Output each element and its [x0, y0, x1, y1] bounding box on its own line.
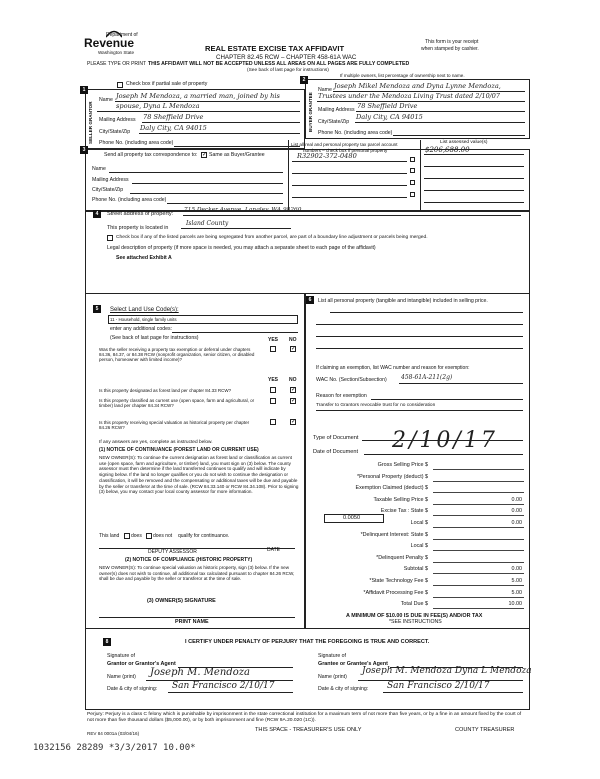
- fee-row: [313, 555, 528, 564]
- owner-signature-label: (3) OWNER(S) SIGNATURE: [147, 598, 216, 604]
- additional-codes-line: [172, 332, 298, 333]
- wac-line: [399, 383, 523, 384]
- s3-mailing-line: [132, 183, 283, 184]
- grantee-sig-label-2: Grantee or Grantee's Agent: [318, 661, 388, 667]
- fee-row: [313, 497, 528, 506]
- county-treasurer: COUNTY TREASURER: [455, 727, 515, 733]
- buyer-side-label: BUYER GRANTEE: [308, 92, 313, 132]
- assessed-line-5: [424, 202, 524, 203]
- deputy-date-label: DATE: [267, 547, 280, 553]
- grantor-date-line: [168, 692, 293, 693]
- fee-label: Total Due $: [400, 601, 428, 608]
- personal-line-2: [316, 324, 523, 325]
- buyer-phone-line: [393, 135, 525, 136]
- assessed-line-4: [424, 190, 524, 191]
- fee-label: *Affidavit Processing Fee $: [363, 589, 428, 596]
- seller-name-label: Name: [99, 97, 113, 103]
- form-chapter: CHAPTER 82.45 RCW – CHAPTER 458-61A WAC: [216, 54, 357, 61]
- q-current-use-text: Is this property classified as current use (open space, farm and agricultural, or timber) land per chapter 84.34 RCW?: [99, 398, 255, 409]
- dept-line3: Washington State: [98, 50, 135, 55]
- please-type-label: PLEASE TYPE OR PRINT: [87, 61, 147, 67]
- minimum-note: A MINIMUM OF $10.00 IS DUE IN FEE(S) AND/OR TAX: [346, 613, 483, 619]
- fee-row: [313, 543, 528, 552]
- fee-label: *Personal Property (deduct) $: [356, 473, 428, 480]
- seller-mailing-line: [142, 122, 300, 123]
- grantor-date-value[interactable]: San Francisco 2/10/17: [172, 681, 275, 691]
- s3-phone-label: Phone No. (including area code): [92, 197, 167, 203]
- grantor-sig-label-2: Grantor or Grantor's Agent: [107, 661, 176, 667]
- land-use-label: Select Land Use Code(s):: [110, 307, 179, 313]
- s3-city-label: City/State/Zip: [92, 187, 124, 193]
- dept-line2: Revenue: [84, 36, 135, 50]
- street-address-line: [183, 215, 521, 216]
- fee-line: [433, 573, 524, 574]
- parcel-line-3: [292, 185, 407, 186]
- notice2-body: NEW OWNER(S): To continue special valuation as historic property, sign (3) below. If the new owner(s) does not wish to continue, all additional tax calculated pursuant to chapter 84.26 RCW, shall be due and payable by the seller or transferor at the time of sale.: [99, 565, 295, 582]
- fee-line: [433, 492, 524, 493]
- buyer-phone-label: Phone No. (including area code): [318, 130, 393, 136]
- grantee-name-label: Name (print): [318, 674, 347, 680]
- q1-yes-checkbox[interactable]: [270, 346, 276, 352]
- does-checkbox[interactable]: [124, 533, 130, 539]
- print-name-line: [99, 617, 295, 618]
- section2-number: 2: [300, 76, 308, 84]
- section6-number: 6: [306, 296, 314, 304]
- street-address-label: Street address of property:: [107, 211, 174, 217]
- fee-label: Exemption Claimed (deduct) $: [355, 485, 428, 492]
- q-historic-text: Is this property receiving special valuation as historical property per chapter 84.26 RCW?: [99, 420, 250, 431]
- form-warning: THIS AFFIDAVIT WILL NOT BE ACCEPTED UNLESS ALL AREAS ON ALL PAGES ARE FULLY COMPLETED: [148, 61, 410, 67]
- grantor-name-value[interactable]: Joseph M. Mendoza: [150, 667, 250, 678]
- s3-city-line: [130, 193, 283, 194]
- does-label: does: [131, 533, 142, 539]
- fee-line: [433, 562, 524, 563]
- q-current-use-no[interactable]: [290, 398, 296, 404]
- located-in-label: This property is located in: [107, 225, 169, 231]
- fee-row: [313, 590, 528, 599]
- same-as-buyer-checkbox[interactable]: [201, 152, 207, 158]
- personal-line-1: [330, 312, 523, 313]
- multiple-owners-note: If multiple owners, list percentage of ownership next to name.: [340, 73, 465, 78]
- does-not-label: does not: [153, 533, 173, 539]
- receipt-note-1: This form is your receipt: [425, 39, 479, 45]
- fee-line: [433, 585, 524, 586]
- fee-value[interactable]: 5.00: [511, 578, 522, 584]
- assessed-line-3: [424, 178, 524, 179]
- parcel-number-value[interactable]: R32902-372-0480: [297, 152, 357, 160]
- fee-value[interactable]: 0.00: [511, 496, 522, 503]
- date-document-label: Date of Document: [313, 449, 359, 455]
- certify-statement: I CERTIFY UNDER PENALTY OF PERJURY THAT THE FOREGOING IS TRUE AND CORRECT.: [185, 639, 430, 645]
- see-instructions: *SEE INSTRUCTIONS: [389, 619, 442, 625]
- see-back-note: (See back of last page for instructions): [247, 68, 329, 73]
- fee-row: [313, 578, 528, 587]
- q1-yes-header: YES: [268, 337, 279, 343]
- q-current-use-yes[interactable]: [270, 398, 276, 404]
- buyer-name-line2: [317, 101, 525, 102]
- county-line: [181, 228, 291, 229]
- revenue-logo: [84, 28, 164, 58]
- fee-value[interactable]: 0.00: [511, 566, 522, 573]
- buyer-city-line: [355, 122, 525, 123]
- seller-phone-line: [174, 146, 300, 147]
- grantee-date-line: [383, 692, 523, 693]
- q-forest-yes[interactable]: [270, 387, 276, 393]
- fee-row: [313, 566, 528, 575]
- q-current-use-no-check: ✓: [291, 398, 297, 404]
- fee-value[interactable]: 0.00: [511, 520, 522, 526]
- q1-no-checkbox[interactable]: [290, 346, 296, 352]
- exemption-intro: If claiming an exemption, list WAC number and reason for exemption:: [316, 365, 470, 371]
- fee-line: [433, 608, 524, 609]
- seller-name-value2[interactable]: spouse, Dyna L Mendoza: [116, 102, 200, 110]
- s3-name-label: Name: [92, 166, 106, 172]
- additional-codes-label: enter any additional codes:: [110, 326, 173, 332]
- q-historic-yes[interactable]: [270, 419, 276, 425]
- fee-row: [313, 462, 528, 471]
- section4-number: 4: [93, 210, 101, 218]
- grantee-sig-label-1: Signature of: [318, 653, 346, 659]
- q-forest-no-check: ✓: [291, 387, 297, 393]
- fee-label: Subtotal $: [403, 566, 428, 573]
- wac-value[interactable]: 458-61A-211(2g): [401, 374, 453, 381]
- land-does-label: This land: [99, 533, 120, 539]
- fee-line: [433, 481, 524, 482]
- date-document-value[interactable]: 2/10/17: [392, 428, 498, 453]
- fee-value[interactable]: 10.00: [508, 601, 522, 608]
- type-document-label: Type of Document: [313, 435, 359, 441]
- q-historic-no[interactable]: [290, 419, 296, 425]
- q1-no-check: ✓: [291, 346, 297, 352]
- parcel-line-4: [292, 197, 407, 198]
- section4-box: [85, 211, 530, 293]
- form-title: REAL ESTATE EXCISE TAX AFFIDAVIT: [205, 44, 345, 53]
- assessed-divider: [420, 140, 421, 211]
- buyer-name-label: Name: [318, 87, 332, 93]
- reason-line-2: [316, 410, 523, 411]
- fee-value[interactable]: 5.00: [511, 589, 522, 596]
- buyer-name-value[interactable]: Joseph Mikel Mendoza and Dyna Lynne Mendoza,: [334, 82, 501, 90]
- land-use-value: 11 - Household, single family units: [110, 317, 177, 322]
- grantee-date-label: Date & city of signing:: [318, 686, 369, 692]
- parcel-line-1: [292, 161, 407, 162]
- q-historic-no-check: ✓: [291, 419, 297, 425]
- qualify-label: qualify for continuance.: [178, 533, 230, 539]
- buyer-city-label: City/State/Zip: [318, 119, 350, 125]
- same-as-buyer-check: ✓: [202, 152, 208, 158]
- segregated-label: Check box if any of the listed parcels are being segregated from another parcel, are part of a boundary line adjustment or parcels being merged.: [116, 235, 428, 240]
- q-forest-no[interactable]: [290, 387, 296, 393]
- treasurer-only: THIS SPACE - TREASURER'S USE ONLY: [255, 727, 362, 733]
- personal-property-checkbox-4[interactable]: [410, 192, 415, 197]
- parcel-line-2: [292, 173, 407, 174]
- fee-line: [433, 515, 524, 516]
- seller-name-line2: [97, 111, 300, 112]
- section5-number: 5: [93, 305, 101, 313]
- s3-mailing-label: Mailing Address: [92, 177, 129, 183]
- fee-row: [313, 485, 528, 494]
- fee-label: *Delinquent Interest: State $: [360, 531, 428, 538]
- notice1-body: NEW OWNER(S): To continue the current designation as forest land or classification as current use (open space, farm and agriculture, or timber) land, you must sign on (3) below. The county assessor must then determine if the land transferred continues to qualify and will indicate by signing below. If the land no longer qualifies or you do not wish to continue the designation or classification, it will be removed and the compensating or additional taxes will be due and payable by the seller or transferor at the time of sale. (RCW 84.33.140 or RCW 84.34.108). Prior to signing (3) below, you may contact your local county assessor for more information.: [99, 455, 299, 495]
- q-forest-text: Is this property designated as forest land per chapter 84.33 RCW?: [99, 388, 232, 393]
- section3-number: 3: [80, 146, 88, 154]
- personal-property-checkbox-1[interactable]: [410, 157, 415, 162]
- if-yes-note: If any answers are yes, complete as instructed below.: [99, 440, 213, 445]
- send-correspondence-label: Send all property tax correspondence to:: [104, 152, 198, 158]
- s3-phone-line: [167, 203, 283, 204]
- personal-line-3: [316, 336, 523, 337]
- s3-name-line: [109, 172, 283, 173]
- q2-yes-header: YES: [268, 377, 279, 383]
- grantee-date-value[interactable]: San Francisco 2/10/17: [387, 681, 490, 691]
- notice2-title: (2) NOTICE OF COMPLIANCE (HISTORIC PROPERTY): [125, 557, 253, 563]
- county-value[interactable]: Island County: [186, 220, 229, 227]
- legal-description-value[interactable]: See attached Exhibit A: [116, 255, 172, 261]
- perjury-note: Perjury: Perjury is a class C felony which is punishable by imprisonment in the state correctional institution for a maximum term of not more than five years, or by a fine in an amount fixed by the court of not more than five thousand dollars ($5,000.00), or by both imprisonment and fine (RCW 9A.20.020 (1C)).: [87, 712, 522, 724]
- partial-sale-label: Check box if partial sale of property: [126, 81, 208, 87]
- reason-line: [371, 399, 523, 400]
- seller-city-value[interactable]: Daly City, CA 94015: [140, 124, 207, 132]
- buyer-city-value[interactable]: Daly City, CA 94015: [356, 113, 423, 121]
- section1-number: 1: [80, 86, 88, 94]
- q2-no-header: NO: [289, 377, 297, 383]
- personal-property-checkbox-3[interactable]: [410, 180, 415, 185]
- seller-mailing-value[interactable]: 78 Sheffield Drive: [143, 113, 204, 121]
- fee-label: Taxable Selling Price $: [373, 496, 428, 503]
- assessed-value[interactable]: $206,688.00: [425, 146, 470, 154]
- same-as-buyer-label: Same as Buyer/Grantee: [209, 152, 265, 158]
- rev-code: REV 84 0001a (03/04/16): [87, 731, 140, 736]
- buyer-mailing-label: Mailing Address: [318, 107, 355, 113]
- partial-sale-checkbox[interactable]: [117, 82, 123, 88]
- fee-label: Local $: [410, 543, 428, 550]
- personal-property-checkbox-2[interactable]: [410, 168, 415, 173]
- fee-label: *State Technology Fee $: [369, 578, 428, 584]
- reason-value[interactable]: Transfer to Grantors revocable trust for no consideration: [316, 403, 436, 408]
- grantor-sig-label-1: Signature of: [107, 653, 135, 659]
- assessed-header: List assessed value(s): [440, 140, 488, 145]
- list-personal-property: List all personal property (tangible and intangible) included in selling price.: [318, 298, 488, 304]
- seller-phone-label: Phone No. (including area code): [99, 140, 174, 146]
- parcel-header-2: numbers – check box if personal property: [303, 148, 388, 153]
- grantee-name-value[interactable]: Joseph M. Mendoza Dyna L Mendoza: [362, 666, 532, 676]
- q1-no-header: NO: [289, 337, 297, 343]
- fee-row: [313, 474, 528, 483]
- fee-label: Excise Tax : State $: [380, 508, 428, 515]
- seller-name-value[interactable]: Joseph M Mendoza, a married man, joined by his: [116, 92, 280, 100]
- seller-city-line: [139, 133, 300, 134]
- reason-label: Reason for exemption: [316, 393, 367, 399]
- receipt-note-2: when stamped by cashier.: [421, 46, 479, 52]
- personal-line-4: [316, 348, 523, 349]
- fee-line: [433, 469, 524, 470]
- seller-side-label: SELLER GRANTOR: [88, 101, 93, 145]
- notice1-title: (1) NOTICE OF CONTINUANCE (FOREST LAND OR CURRENT USE): [99, 447, 259, 453]
- fee-line: [433, 550, 524, 551]
- section8-number: 8: [103, 638, 111, 646]
- fee-line: [433, 527, 524, 528]
- deputy-assessor-line: [99, 548, 295, 549]
- legal-description-label: Legal description of property (if more space is needed, you may attach a separate sheet to each page of the affidavit): [107, 245, 376, 251]
- fee-line: [433, 504, 524, 505]
- segregated-checkbox[interactable]: [107, 235, 113, 241]
- buyer-mailing-value[interactable]: 78 Sheffield Drive: [357, 102, 418, 110]
- fee-label: Local $: [410, 520, 428, 526]
- assessed-line-1: [424, 154, 524, 155]
- street-address-value[interactable]: 715 Decker Avenue, Langley, WA 98260: [184, 207, 302, 213]
- fee-line: [433, 597, 524, 598]
- fee-row: [313, 601, 528, 610]
- grantor-date-label: Date & city of signing:: [107, 686, 158, 692]
- local-rate-value: 0.0050: [343, 515, 361, 521]
- section3-divider: [288, 140, 289, 211]
- dept-line1: Department of: [106, 32, 138, 38]
- seller-city-label: City/State/Zip: [99, 129, 131, 135]
- q1-text: Was the seller receiving a property tax exemption or deferral under chapters 84.36, 84.37, or 84.38 RCW (nonprofit organization, senior citizen, or disabled person, homeowner with limited income)?: [99, 347, 255, 363]
- parcel-header-1: List all real and personal property tax parcel account: [291, 142, 398, 147]
- buyer-name-value2[interactable]: Trustees under the Mendoza Living Trust dated 2/10/07: [318, 92, 500, 100]
- wac-label: WAC No. (Section/Subsection): [316, 377, 387, 383]
- print-name-label: PRINT NAME: [175, 619, 209, 625]
- fee-value[interactable]: 0.00: [511, 508, 522, 515]
- seller-mailing-label: Mailing Address: [99, 117, 136, 123]
- fee-label: *Delinquent Penalty $: [376, 554, 428, 561]
- fee-row: [313, 532, 528, 541]
- fee-line: [433, 539, 524, 540]
- land-use-see-back: (See back of last page for instructions): [110, 335, 199, 341]
- receipt-stamp: 1032156 28289 *3/3/2017 10.00*: [33, 743, 196, 753]
- does-not-checkbox[interactable]: [146, 533, 152, 539]
- assessed-line-2: [424, 166, 524, 167]
- deputy-assessor-label: DEPUTY ASSESSOR: [148, 549, 197, 555]
- fee-label: Gross Selling Price $: [377, 462, 428, 468]
- date-document-line: [364, 454, 523, 455]
- buyer-mailing-line: [356, 111, 525, 112]
- grantor-name-label: Name (print): [107, 674, 136, 680]
